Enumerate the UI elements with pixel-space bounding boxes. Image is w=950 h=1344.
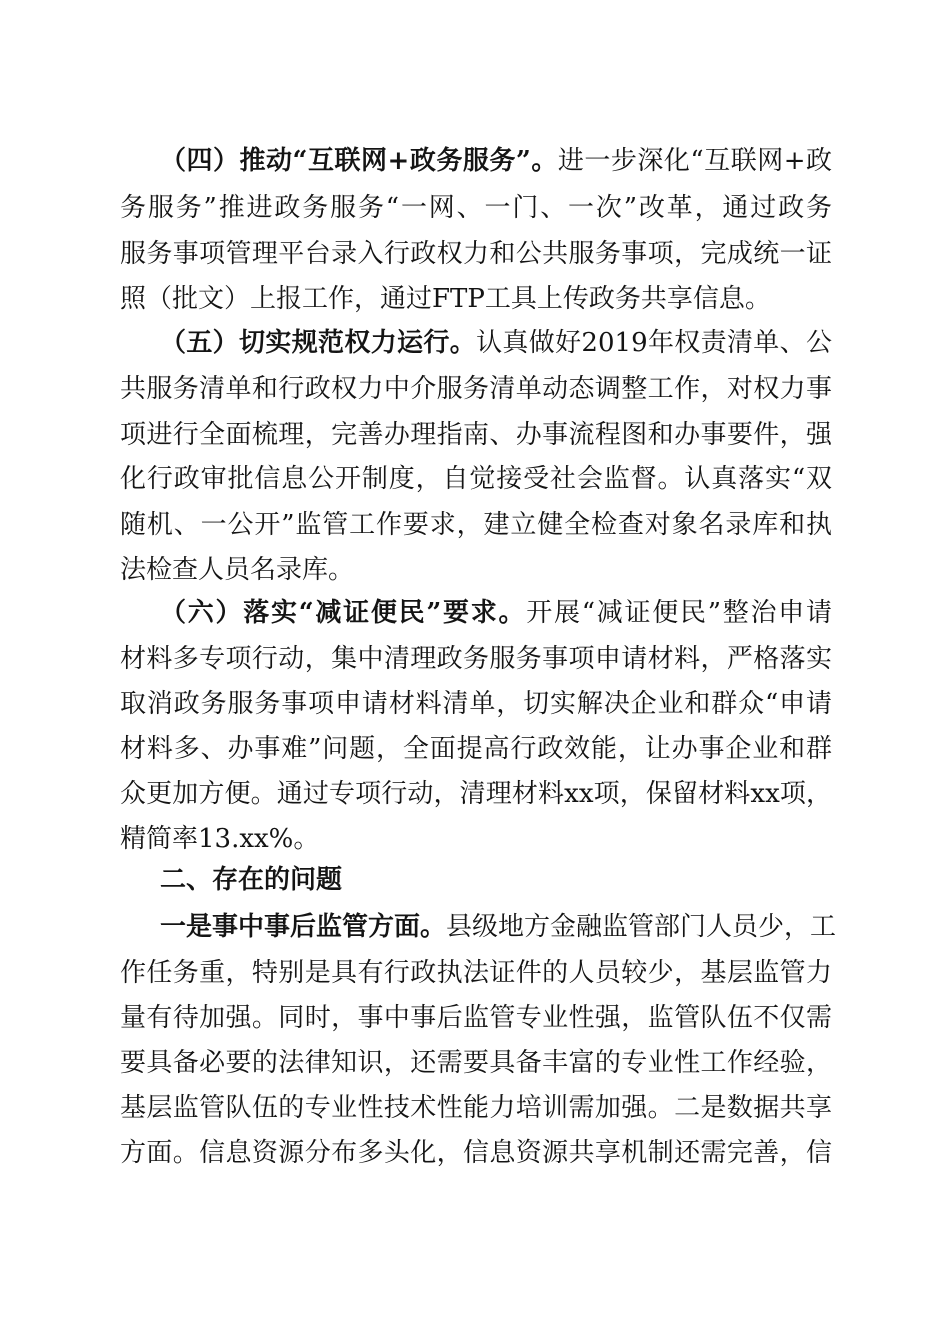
- paragraph-line: 要具备必要的法律知识，还需要具备丰富的专业性工作经验，: [120, 1048, 832, 1078]
- paragraph-line: （六）落实“减证便民”要求。开展“减证便民”整治申请: [160, 598, 832, 628]
- paragraph-line: 取消政务服务事项申请材料清单，切实解决企业和群众“申请: [120, 689, 832, 719]
- paragraph-line: 一是事中事后监管方面。县级地方金融监管部门人员少，工: [160, 912, 837, 942]
- paragraph-line: 基层监管队伍的专业性技术性能力培训需加强。二是数据共享: [120, 1093, 832, 1123]
- section-lead: 一是事中事后监管方面。: [160, 912, 447, 942]
- paragraph-line: 照（批文）上报工作，通过FTP工具上传政务共享信息。: [120, 284, 771, 314]
- paragraph-line: 务服务”推进政务服务“一网、一门、一次”改革，通过政务: [120, 193, 832, 223]
- paragraph-line: 材料多、办事难”问题，全面提高行政效能，让办事企业和群: [120, 734, 832, 764]
- paragraph-line: 项进行全面梳理，完善办理指南、办事流程图和办事要件，强: [120, 420, 832, 450]
- paragraph-line: 材料多专项行动，集中清理政务服务事项申请材料，严格落实: [120, 644, 832, 674]
- paragraph-line: （四）推动“互联网+政务服务”。进一步深化“互联网+政: [160, 146, 833, 176]
- section-lead: （六）落实“减证便民”要求。: [160, 598, 527, 628]
- paragraph-line: 化行政审批信息公开制度，自觉接受社会监督。认真落实“双: [120, 464, 832, 494]
- paragraph-line: 随机、一公开”监管工作要求，建立健全检查对象名录库和执: [120, 510, 832, 540]
- paragraph-line: 量有待加强。同时，事中事后监管专业性强，监管队伍不仅需: [120, 1003, 832, 1033]
- paragraph-line: 众更加方便。通过专项行动，清理材料xx项，保留材料xx项，: [120, 779, 832, 809]
- section-heading: 二、存在的问题: [160, 865, 343, 895]
- paragraph-line: （五）切实规范权力运行。认真做好2019年权责清单、公: [160, 328, 832, 358]
- section-lead: （四）推动“互联网+政务服务”。: [160, 146, 558, 176]
- section-lead: （五）切实规范权力运行。: [160, 328, 477, 358]
- paragraph-line: 共服务清单和行政权力中介服务清单动态调整工作，对权力事: [120, 374, 832, 404]
- paragraph-line: 方面。信息资源分布多头化，信息资源共享机制还需完善，信: [120, 1138, 832, 1168]
- paragraph-line: 作任务重，特别是具有行政执法证件的人员较少，基层监管力: [120, 958, 832, 988]
- paragraph-line: 精简率13.xx%。: [120, 824, 320, 854]
- paragraph-line: 法检查人员名录库。: [120, 555, 355, 585]
- paragraph-line: 服务事项管理平台录入行政权力和公共服务事项，完成统一证: [120, 239, 832, 269]
